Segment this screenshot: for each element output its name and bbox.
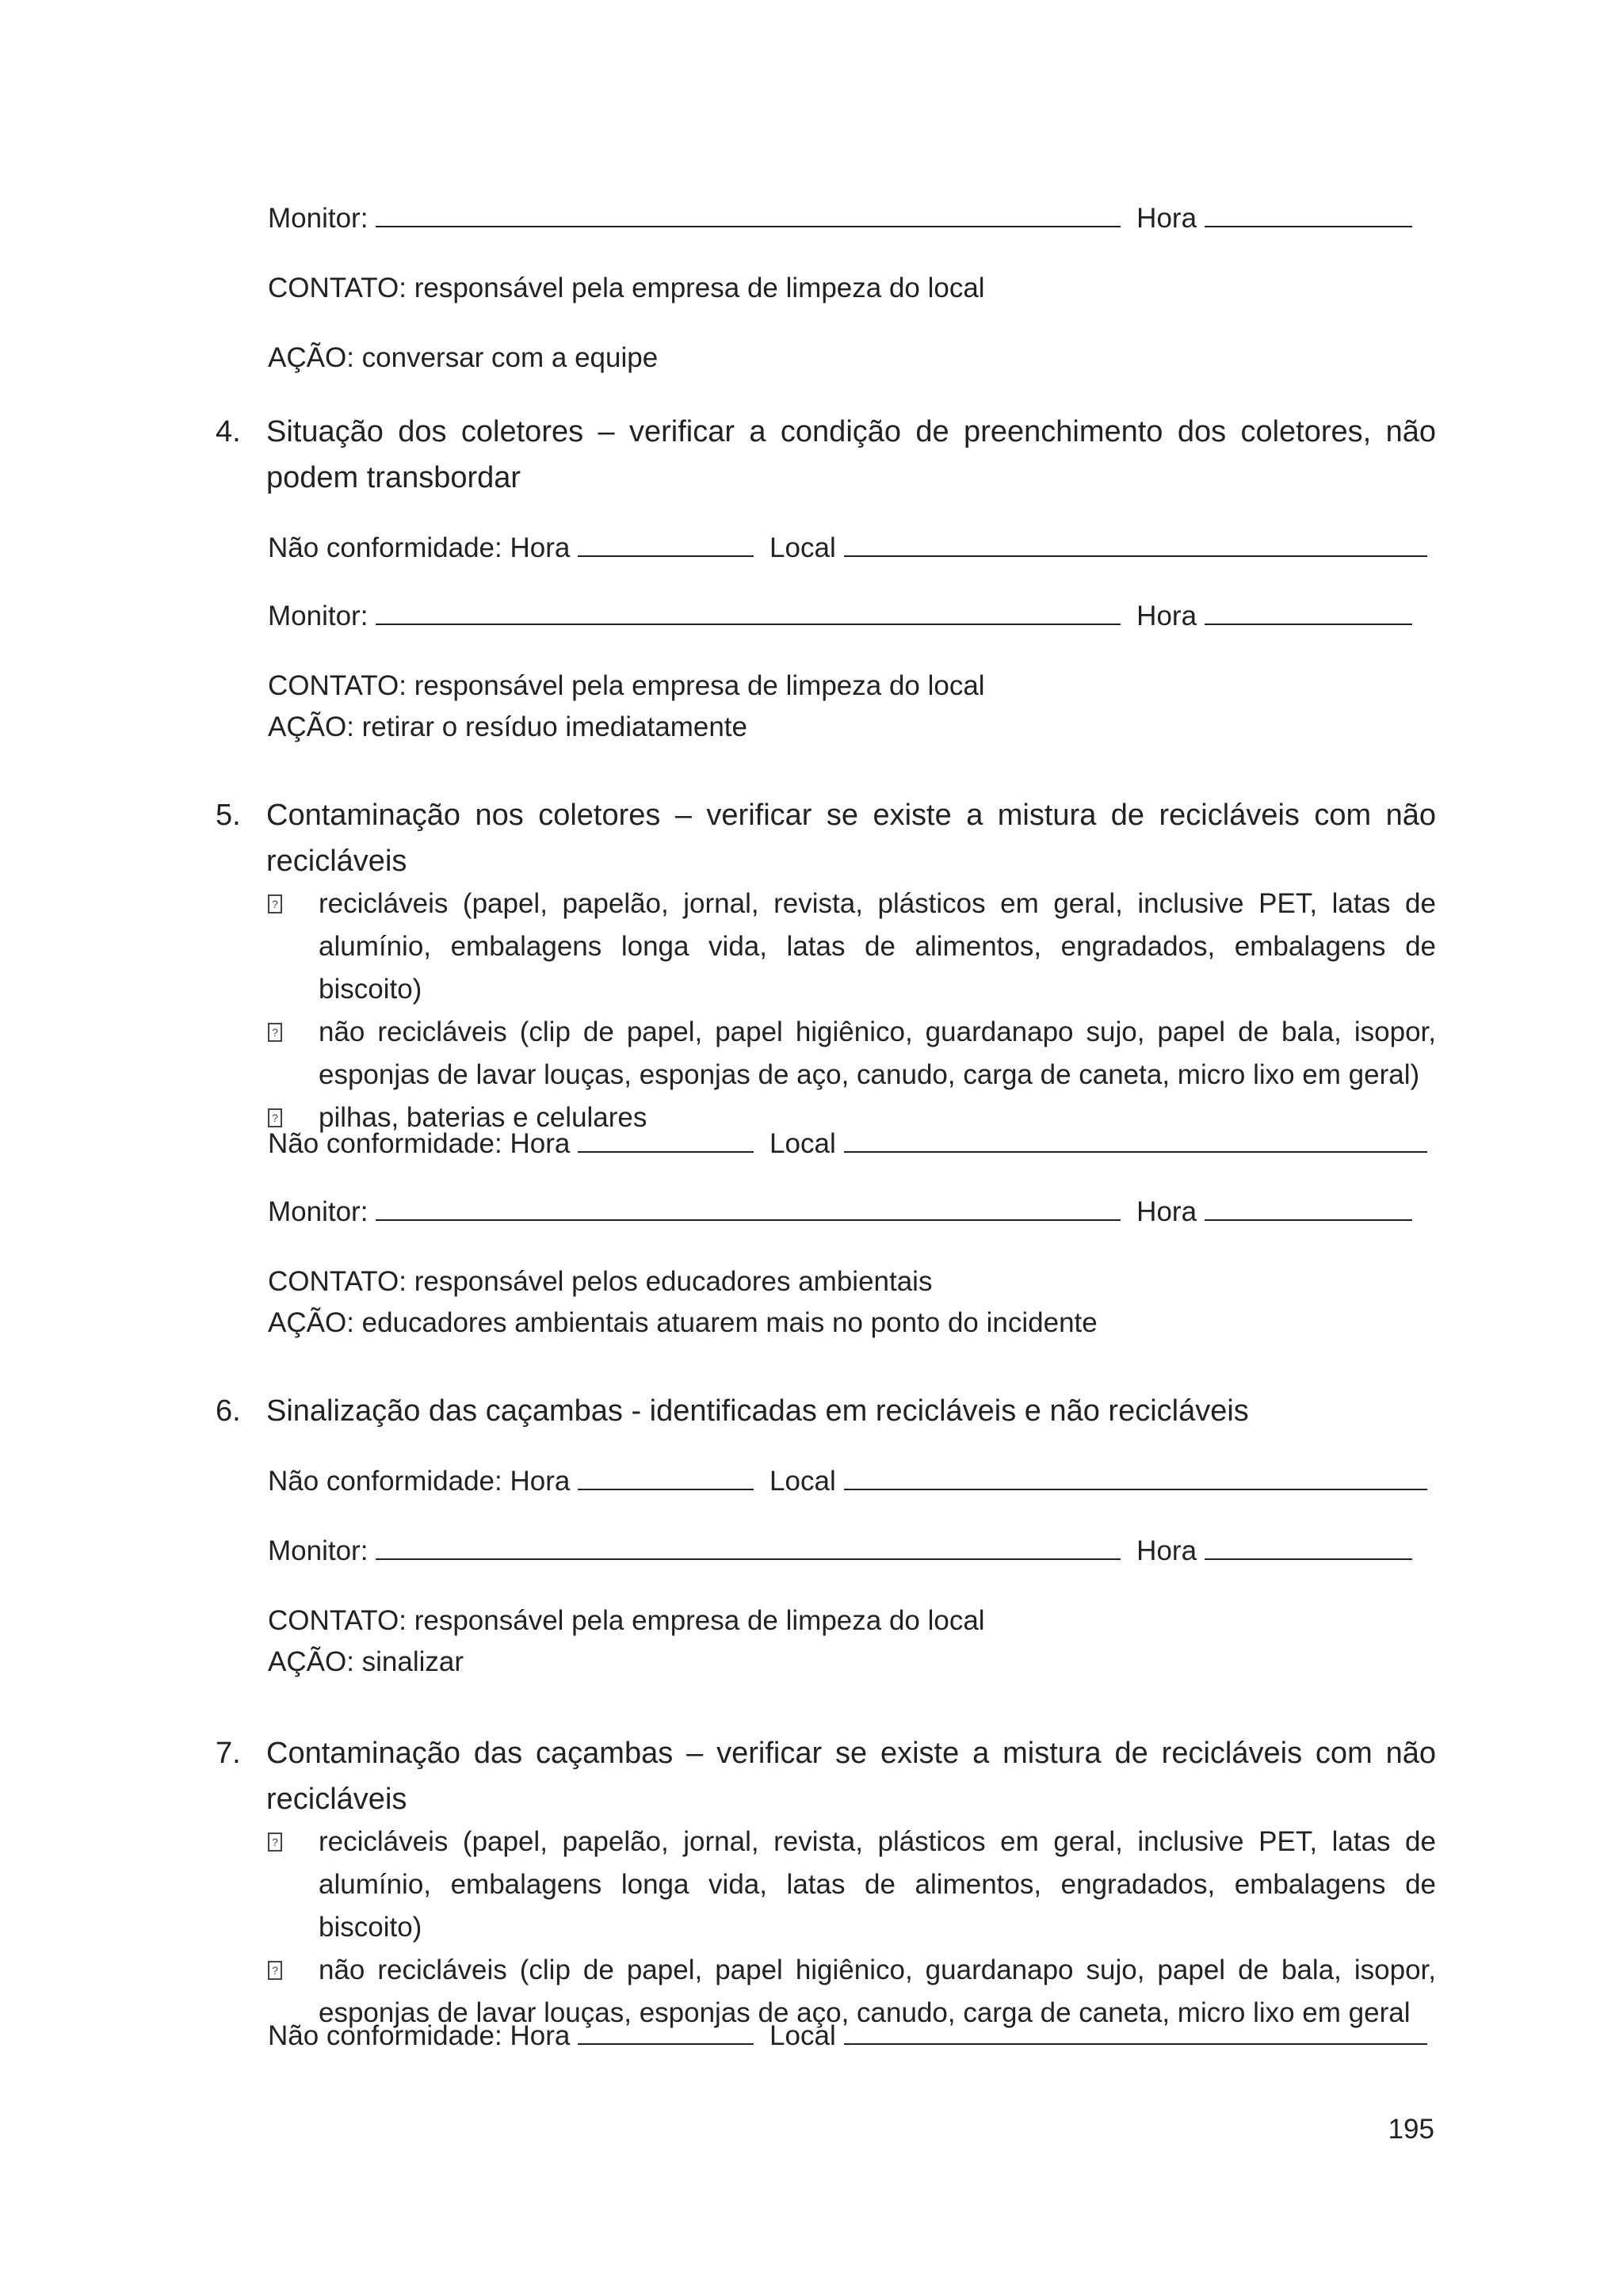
list-item [216, 792, 1436, 884]
monitor-line [268, 1532, 1420, 1570]
bullet-item: ? recicláveis (papel, papelão, jornal, revista, plásticos em geral, inclusive PET, latas de alumínio, embalagens longa vida, latas de alimentos, engradados, embalagens de biscoito) [268, 883, 1436, 1011]
checkbox-icon: ? [268, 1833, 282, 1852]
item-number: 7. [216, 1737, 241, 1770]
bullet-item: ? recicláveis (papel, papelão, jornal, revista, plásticos em geral, inclusive PET, latas de alumínio, embalagens longa vida, latas de alimentos, engradados, embalagens de biscoito) [268, 1821, 1436, 1949]
monitor-label: Monitor: [268, 1196, 369, 1227]
nc-label: Não conformidade: Hora [268, 1466, 571, 1497]
bullet-item: ? pilhas, baterias e celulares [268, 1097, 1436, 1139]
acao-line: AÇÃO: conversar com a equipe [268, 342, 659, 373]
local-blank[interactable] [844, 1127, 1427, 1153]
hora-blank[interactable] [1205, 1535, 1412, 1560]
checkbox-icon: ? [268, 1108, 282, 1127]
page-number: 195 [1388, 2114, 1434, 2145]
nc-label: Não conformidade: Hora [268, 1128, 571, 1159]
contato-line: CONTATO: responsável pelos educadores ambientais [268, 1266, 933, 1297]
item-title: Situação dos coletores – verificar a condição de preenchimento dos coletores, não podem transbordar [266, 415, 1436, 494]
nc-label: Não conformidade: Hora [268, 532, 571, 563]
nc-hora-blank[interactable] [578, 1127, 754, 1153]
list-item [216, 409, 1436, 501]
monitor-blank[interactable] [376, 1196, 1121, 1221]
bullet-list [268, 883, 1436, 1139]
nc-label: Não conformidade: Hora [268, 2020, 571, 2051]
monitor-line [268, 200, 1420, 238]
checkbox-icon: ? [268, 894, 282, 913]
nc-line [268, 529, 1435, 567]
local-label: Local [769, 532, 836, 563]
contato-line: CONTATO: responsável pela empresa de limpeza do local [268, 273, 985, 303]
acao-line: AÇÃO: educadores ambientais atuarem mais no ponto do incidente [268, 1307, 1098, 1338]
contato-line: CONTATO: responsável pela empresa de limpeza do local [268, 1605, 985, 1636]
bullet-item: ? não recicláveis (clip de papel, papel higiênico, guardanapo sujo, papel de bala, isopor, esponjas de lavar louças, esponjas de aço, canudo, carga de caneta, micro lixo em geral [268, 1949, 1436, 2035]
hora-blank[interactable] [1205, 202, 1412, 227]
bullet-item: ? não recicláveis (clip de papel, papel higiênico, guardanapo sujo, papel de bala, isopor, esponjas de lavar louças, esponjas de aço, canudo, carga de caneta, micro lixo em geral) [268, 1011, 1436, 1097]
monitor-blank[interactable] [376, 202, 1121, 227]
monitor-line [268, 597, 1420, 635]
nc-line [268, 2017, 1435, 2055]
list-item [216, 1730, 1436, 1822]
monitor-label: Monitor: [268, 601, 369, 631]
local-blank[interactable] [844, 1465, 1427, 1490]
hora-label: Hora [1136, 601, 1197, 631]
local-label: Local [769, 1466, 836, 1497]
item-number: 6. [216, 1394, 241, 1428]
local-label: Local [769, 2020, 836, 2051]
nc-line [268, 1463, 1435, 1501]
acao-line: AÇÃO: sinalizar [268, 1646, 464, 1677]
acao-line: AÇÃO: retirar o resíduo imediatamente [268, 711, 747, 742]
local-blank[interactable] [844, 2019, 1427, 2045]
nc-hora-blank[interactable] [578, 532, 754, 557]
hora-label: Hora [1136, 1535, 1197, 1566]
nc-hora-blank[interactable] [578, 2019, 754, 2045]
checkbox-icon: ? [268, 1961, 282, 1980]
item-title: Sinalização das caçambas - identificadas em recicláveis e não recicláveis [266, 1394, 1249, 1428]
hora-label: Hora [1136, 203, 1197, 234]
bullet-list [268, 1821, 1436, 2035]
contato-line: CONTATO: responsável pela empresa de limpeza do local [268, 670, 985, 701]
hora-blank[interactable] [1205, 1196, 1412, 1221]
monitor-blank[interactable] [376, 1535, 1121, 1560]
monitor-label: Monitor: [268, 203, 369, 234]
local-blank[interactable] [844, 532, 1427, 557]
list-item [216, 1388, 1436, 1434]
hora-blank[interactable] [1205, 600, 1412, 625]
nc-line [268, 1125, 1435, 1163]
item-number: 5. [216, 799, 241, 832]
item-number: 4. [216, 415, 241, 448]
monitor-line [268, 1193, 1420, 1231]
nc-hora-blank[interactable] [578, 1465, 754, 1490]
checkbox-icon: ? [268, 1023, 282, 1042]
item-title: Contaminação das caçambas – verificar se existe a mistura de recicláveis com não recicláveis [266, 1737, 1436, 1816]
monitor-label: Monitor: [268, 1535, 369, 1566]
local-label: Local [769, 1128, 836, 1159]
hora-label: Hora [1136, 1196, 1197, 1227]
monitor-blank[interactable] [376, 600, 1121, 625]
item-title: Contaminação nos coletores – verificar se existe a mistura de recicláveis com não recicláveis [266, 799, 1436, 878]
